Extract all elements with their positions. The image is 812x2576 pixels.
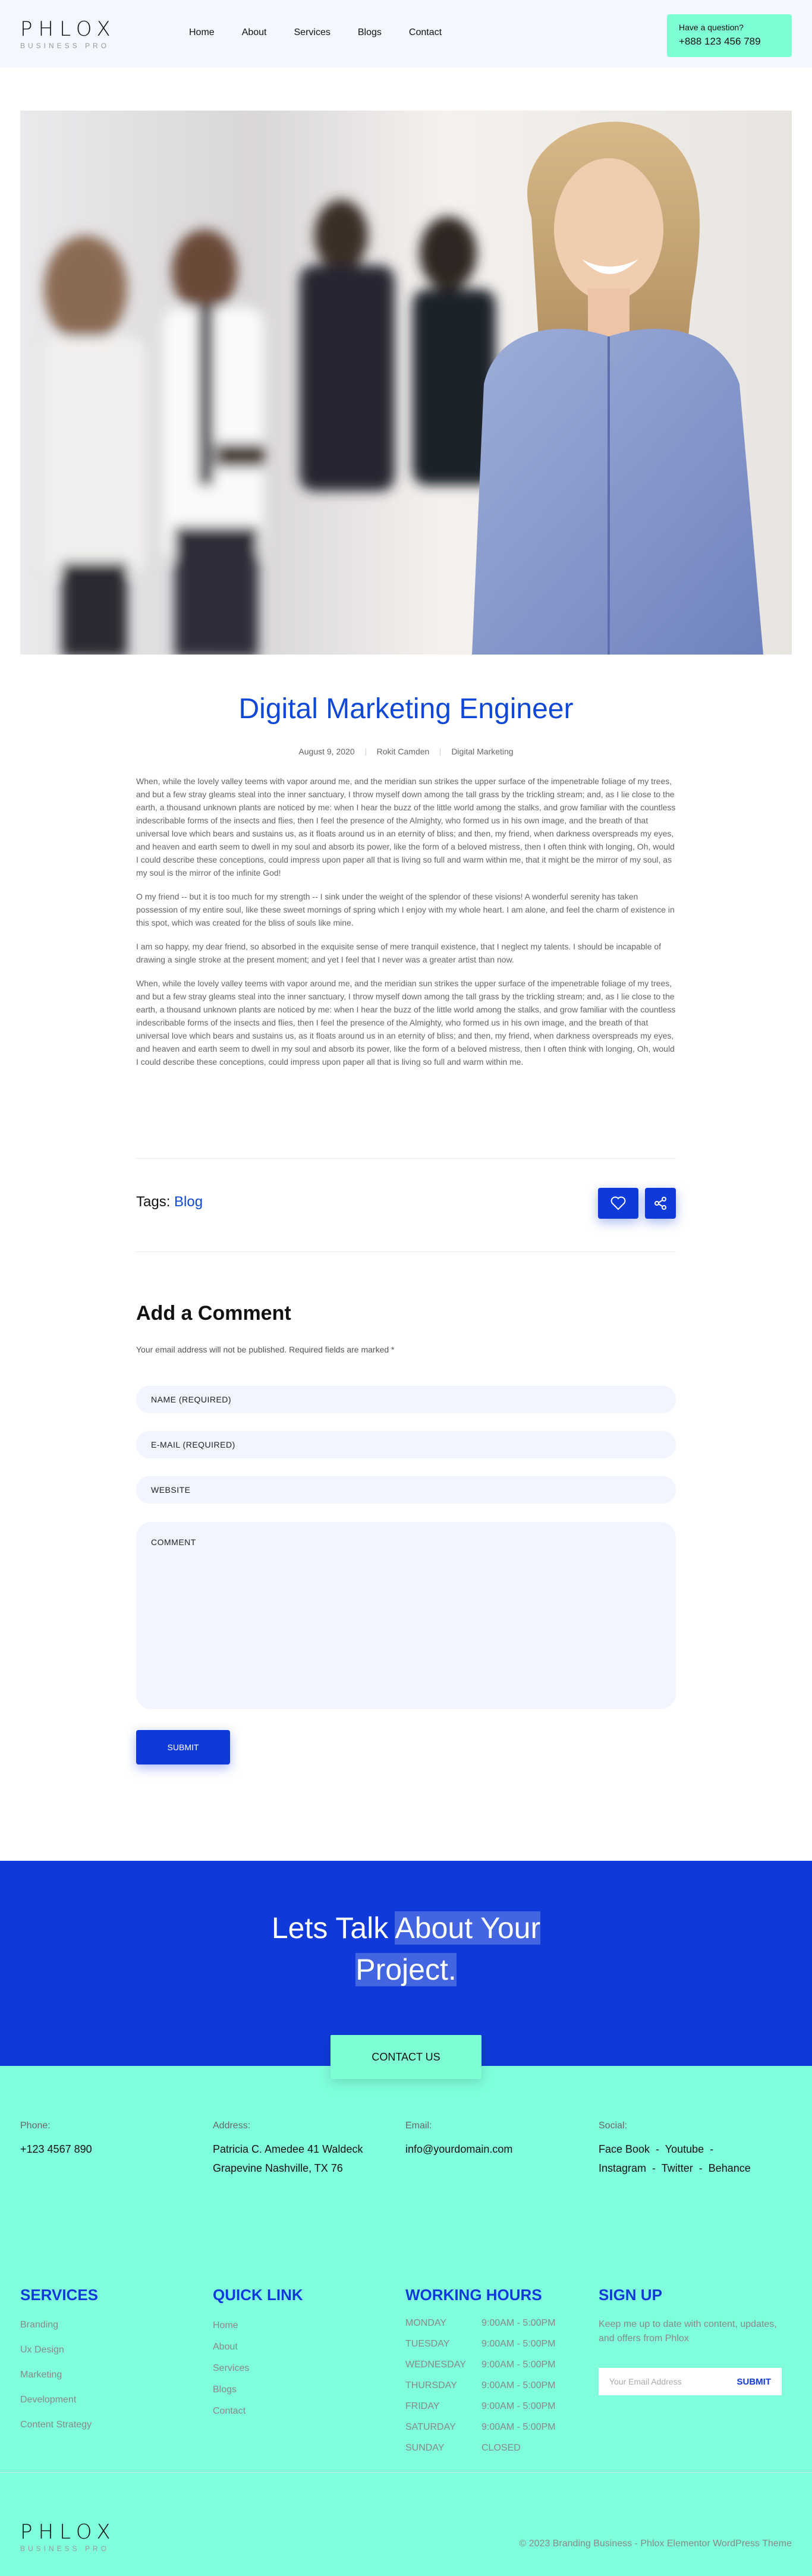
email-field[interactable]: E-MAIL (REQUIRED) <box>136 1431 676 1458</box>
social-links[interactable]: Face Book - Youtube - <box>599 2143 714 2155</box>
services-link[interactable]: Development <box>20 2395 77 2405</box>
logo-tagline: BUSINESS PRO <box>20 42 110 50</box>
hours-day: THURSDAY <box>405 2380 457 2391</box>
footer-quick-links <box>213 2286 303 2422</box>
quick-link[interactable]: Contact <box>213 2406 246 2416</box>
hours-time: 9:00AM - 5:00PM <box>481 2401 556 2411</box>
hours-row <box>405 2333 556 2354</box>
post-category[interactable]: Digital Marketing <box>451 747 514 756</box>
site-header <box>0 0 812 68</box>
address-line: Grapevine Nashville, TX 76 <box>213 2162 343 2174</box>
nav-services[interactable]: Services <box>294 27 331 37</box>
cta-question: Have a question? <box>679 23 744 32</box>
like-button[interactable] <box>598 1188 638 1219</box>
hours-time: 9:00AM - 5:00PM <box>481 2318 556 2328</box>
hours-time: CLOSED <box>481 2443 521 2453</box>
footer-signup <box>599 2286 789 2346</box>
address-label: Address: <box>213 2121 251 2131</box>
post-body <box>136 775 676 1079</box>
copyright: © 2023 Branding Business - Phlox Elementor WordPress Theme <box>519 2539 792 2549</box>
address-line: Patricia C. Amedee 41 Waldeck <box>213 2143 363 2155</box>
newsletter-submit-button[interactable]: SUBMIT <box>737 2376 771 2387</box>
hours-day: SATURDAY <box>405 2422 456 2432</box>
share-icon <box>654 1197 667 1210</box>
hours-time: 9:00AM - 5:00PM <box>481 2339 556 2349</box>
name-field[interactable]: NAME (REQUIRED) <box>136 1386 676 1413</box>
nav-about[interactable]: About <box>241 27 267 37</box>
post-paragraph: When, while the lovely valley teems with vapor around me, and the meridian sun strikes the upper surface of the impenetrable foliage of my trees, and but a few stray gleams steal into the inner sanctuary, I throw myself down among the tall grass by the trickling stream; and, as I lie close to the earth, a thousand unknown plants are noticed by me: when I hear the buzz of the little world among the stalks, and grow familiar with the countless indescribable forms of the insects and flies, then I feel the presence of the Almighty, who formed us in his own image, and the breath of that universal love which bears and sustains us, as it floats around us in an eternity of bliss; and then, my friend, when darkness overspreads my eyes, and heaven and earth seem to dwell in my soul and absorb its power, like the form of a beloved mistress, then I often think with longing, Oh, would I could describe these conceptions, could impress upon paper all that is living so full and warm within me. <box>136 979 676 1067</box>
header-call-button[interactable] <box>667 14 792 57</box>
services-link[interactable]: Content Strategy <box>20 2420 92 2430</box>
services-link[interactable]: Branding <box>20 2320 59 2330</box>
hours-day: FRIDAY <box>405 2401 440 2411</box>
nav-blogs[interactable]: Blogs <box>357 27 382 37</box>
post-tags <box>136 1194 203 1210</box>
quick-title: QUICK LINK <box>213 2286 303 2304</box>
hours-day: WEDNESDAY <box>405 2360 466 2370</box>
social-links[interactable]: Instagram - Twitter - Behance <box>599 2162 751 2174</box>
hours-row <box>405 2396 556 2417</box>
footer-logo[interactable] <box>20 2521 117 2553</box>
hero-image <box>20 111 792 655</box>
comment-textarea[interactable]: COMMENT <box>136 1522 676 1709</box>
hours-row <box>405 2313 556 2333</box>
nav-contact[interactable]: Contact <box>408 27 442 37</box>
share-button[interactable] <box>645 1188 676 1219</box>
phone-value[interactable]: +123 4567 890 <box>20 2143 92 2155</box>
website-field[interactable]: WEBSITE <box>136 1476 676 1504</box>
submit-comment-button[interactable]: SUBMIT <box>136 1730 230 1764</box>
logo-wordmark: PHLOX <box>20 17 117 41</box>
hours-row <box>405 2437 556 2458</box>
hours-row <box>405 2354 556 2375</box>
phone-label: Phone: <box>20 2121 51 2131</box>
heart-icon <box>610 1196 626 1210</box>
signup-title: SIGN UP <box>599 2286 662 2304</box>
hours-time: 9:00AM - 5:00PM <box>481 2422 556 2432</box>
post-paragraph: When, while the lovely valley teems with vapor around me, and the meridian sun strikes the upper surface of the impenetrable foliage of my trees, and but a few stray gleams steal into the inner sanctuary, I throw myself down among the tall grass by the trickling stream; and, as I lie close to the earth, a thousand unknown plants are noticed by me: when I hear the buzz of the little world among the stalks, and grow familiar with the countless indescribable forms of the insects and flies, then I feel the presence of the Almighty, who formed us in his own image, and the breath of that universal love which bears and sustains us, as it floats around us in an eternity of bliss; and then, my friend, when darkness overspreads my eyes, and heaven and earth seem to dwell in my soul and absorb its power, like the form of a beloved mistress, then I often think with longing, Oh, would I could describe these conceptions, could impress upon paper all that is living so full and warm within me, that it might be the mirror of my soul, as my soul is the mirror of the infinite God! <box>136 776 676 877</box>
quick-link[interactable]: About <box>213 2342 238 2352</box>
main-nav <box>189 27 469 38</box>
hours-time: 9:00AM - 5:00PM <box>481 2380 556 2391</box>
services-link[interactable]: Marketing <box>20 2370 62 2380</box>
services-link[interactable]: Ux Design <box>20 2345 64 2355</box>
divider <box>136 1158 676 1159</box>
signup-text: Keep me up to date with content, updates, and offers from Phlox <box>599 2319 777 2344</box>
hours-title: WORKING HOURS <box>405 2286 542 2304</box>
post-date[interactable]: August 9, 2020 <box>298 747 355 756</box>
email-value[interactable]: info@yourdomain.com <box>405 2143 513 2155</box>
footer-logo-wordmark: PHLOX <box>20 2520 117 2544</box>
hours-time: 9:00AM - 5:00PM <box>481 2360 556 2370</box>
email-label: Email: <box>405 2121 432 2131</box>
post-meta <box>0 747 812 756</box>
social-label: Social: <box>599 2121 628 2131</box>
contact-us-button[interactable]: CONTACT US <box>331 2035 481 2079</box>
footer-address <box>213 2121 363 2178</box>
newsletter-input[interactable]: Your Email Address <box>609 2377 682 2386</box>
banner-highlight: About Your <box>395 1911 541 1945</box>
footer-email <box>405 2121 512 2159</box>
hours-row <box>405 2375 556 2396</box>
quick-link[interactable]: Services <box>213 2363 250 2373</box>
hours-day: TUESDAY <box>405 2339 450 2349</box>
banner-highlight: Project. <box>355 1953 457 1986</box>
banner-heading <box>0 1907 812 1990</box>
footer-divider <box>0 2472 812 2473</box>
hero-illustration <box>20 111 792 655</box>
tags-label: Tags: <box>136 1194 171 1210</box>
post-paragraph: O my friend -- but it is too much for my strength -- I sink under the weight of the splendor of these visions! A wonderful serenity has taken possession of my entire soul, like these sweet mornings of spring which I enjoy with my whole heart. I am alone, and feel the charm of existence in this spot, which was created for the bliss of souls like mine. <box>136 892 675 927</box>
footer-phone <box>20 2121 92 2159</box>
site-logo[interactable] <box>20 18 117 50</box>
tag-link[interactable]: Blog <box>174 1194 203 1210</box>
hours-day: MONDAY <box>405 2318 447 2328</box>
quick-link[interactable]: Blogs <box>213 2385 237 2395</box>
footer-logo-tagline: BUSINESS PRO <box>20 2544 110 2553</box>
comment-heading: Add a Comment <box>136 1302 291 1325</box>
divider <box>136 1251 676 1252</box>
post-author[interactable]: Rokit Camden <box>376 747 430 756</box>
site-footer <box>0 2066 812 2576</box>
hours-row <box>405 2417 556 2437</box>
cta-phone: +888 123 456 789 <box>679 36 761 47</box>
footer-services <box>20 2286 98 2437</box>
footer-hours <box>405 2286 556 2458</box>
post-title: Digital Marketing Engineer <box>238 693 574 725</box>
services-title: SERVICES <box>20 2286 99 2304</box>
newsletter-form <box>599 2368 782 2395</box>
hours-day: SUNDAY <box>405 2443 445 2453</box>
nav-home[interactable]: Home <box>189 27 215 37</box>
post-paragraph: I am so happy, my dear friend, so absorbed in the exquisite sense of mere tranquil existence, that I neglect my talents. I should be incapable of drawing a single stroke at the present moment; and yet I feel that I never was a greater artist than now. <box>136 942 662 964</box>
footer-social <box>599 2121 751 2178</box>
comment-note: Your email address will not be published. Required fields are marked * <box>136 1345 395 1354</box>
banner-heading-text: Lets Talk <box>271 1911 395 1945</box>
quick-link[interactable]: Home <box>213 2320 238 2330</box>
